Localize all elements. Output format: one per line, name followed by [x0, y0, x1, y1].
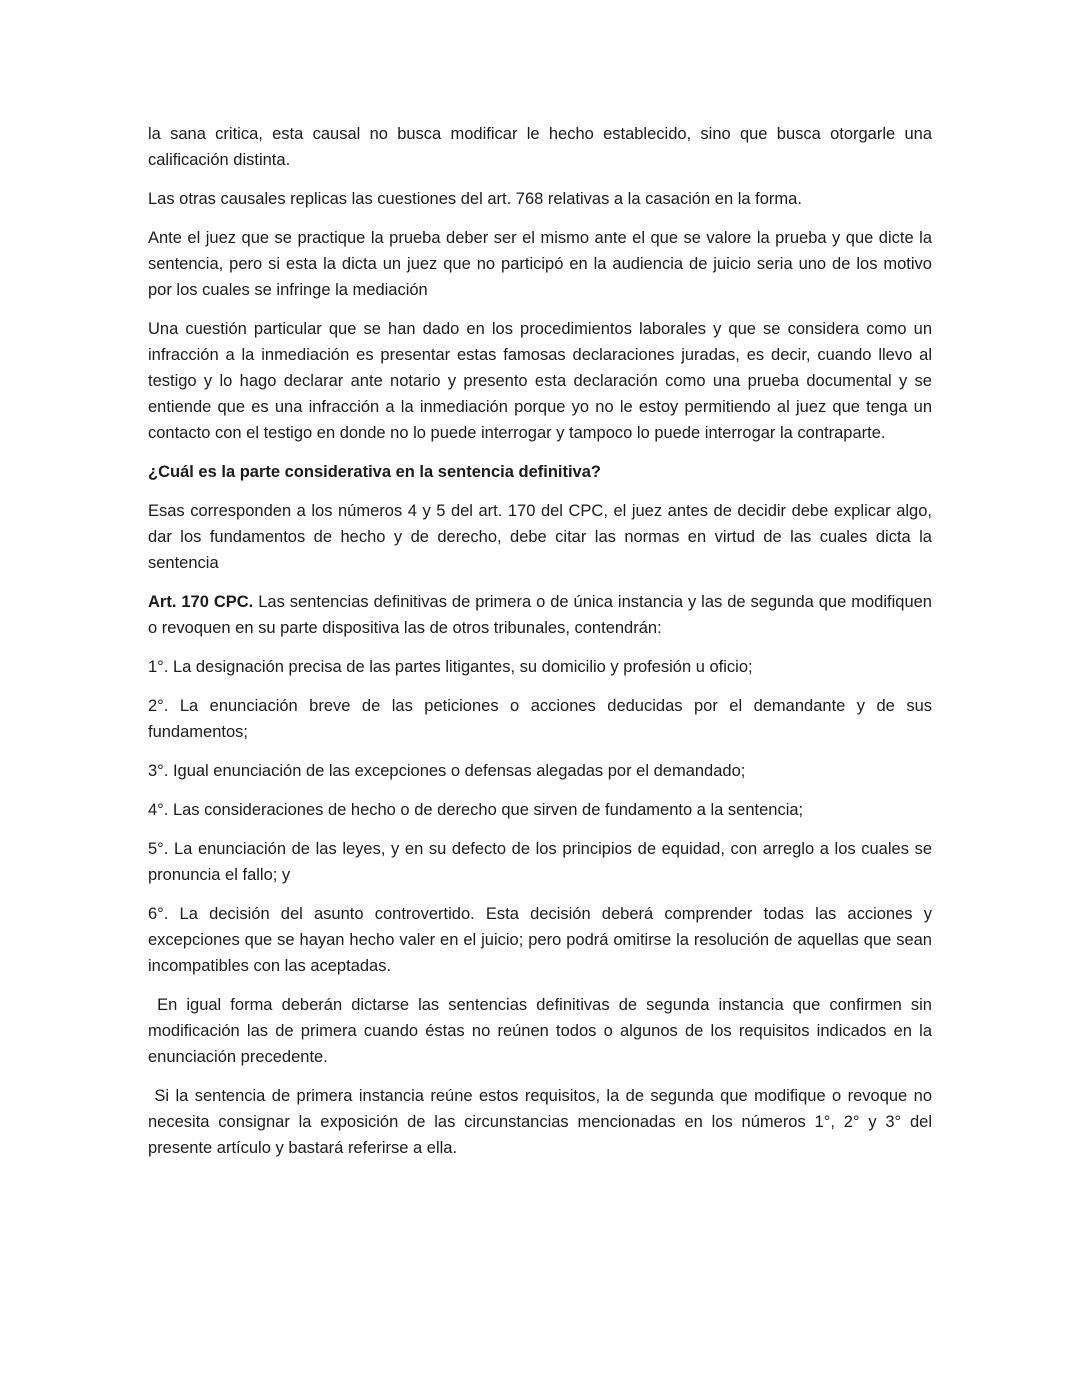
- paragraph: Art. 170 CPC. Las sentencias definitivas de primera o de única instancia y las de segunda que modifiquen o revoquen en su parte dispositiva las de otros tribunales, contendrán:: [148, 593, 932, 637]
- paragraph: Una cuestión particular que se han dado en los procedimientos laborales y que se considera como un infracción a la inmediación es presentar estas famosas declaraciones juradas, es decir, cuando llevo al testigo y lo hago declarar ante notario y presento esta declaración como una prueba documental y se entiende que es una infracción a la inmediación porque yo no le estoy permitiendo al juez que tenga un contacto con el testigo en donde no lo puede interrogar y tampoco lo puede interrogar la contraparte.: [148, 320, 932, 442]
- bold-lead-label: Art. 170 CPC.: [148, 593, 254, 611]
- paragraph: 1°. La designación precisa de las partes litigantes, su domicilio y profesión u oficio;: [148, 658, 753, 676]
- paragraph: Si la sentencia de primera instancia reúne estos requisitos, la de segunda que modifique o revoque no necesita consignar la exposición de las circunstancias mencionadas en los números 1°, 2° y 3° del presente artículo y bastará referirse a ella.: [148, 1087, 932, 1157]
- paragraph: Esas corresponden a los números 4 y 5 del art. 170 del CPC, el juez antes de decidir debe explicar algo, dar los fundamentos de hecho y de derecho, debe citar las normas en virtud de las cuales dicta la sentencia: [148, 502, 932, 572]
- paragraph: En igual forma deberán dictarse las sentencias definitivas de segunda instancia que confirmen sin modificación las de primera cuando éstas no reúnen todos o algunos de los requisitos indicados en la enunciación precedente.: [148, 996, 932, 1066]
- paragraph: 5°. La enunciación de las leyes, y en su defecto de los principios de equidad, con arreglo a los cuales se pronuncia el fallo; y: [148, 840, 932, 884]
- paragraph: 6°. La decisión del asunto controvertido. Esta decisión deberá comprender todas las acciones y excepciones que se hayan hecho valer en el juicio; pero podrá omitirse la resolución de aquellas que sean incompatibles con las aceptadas.: [148, 905, 932, 975]
- paragraph: 4°. Las consideraciones de hecho o de derecho que sirven de fundamento a la sentencia;: [148, 801, 804, 819]
- paragraph: la sana critica, esta causal no busca modificar le hecho establecido, sino que busca otorgarle una calificación distinta.: [148, 125, 932, 169]
- paragraph: Ante el juez que se practique la prueba deber ser el mismo ante el que se valore la prueba y que dicte la sentencia, pero si esta la dicta un juez que no participó en la audiencia de juicio seria uno de los motivo por los cuales se infringe la mediación: [148, 229, 932, 299]
- paragraph: 3°. Igual enunciación de las excepciones o defensas alegadas por el demandado;: [148, 762, 746, 780]
- section-heading: ¿Cuál es la parte considerativa en la sentencia definitiva?: [148, 463, 601, 481]
- document-body: [148, 121, 932, 1161]
- paragraph: Las otras causales replicas las cuestiones del art. 768 relativas a la casación en la forma.: [148, 190, 802, 208]
- paragraph: 2°. La enunciación breve de las peticiones o acciones deducidas por el demandante y de sus fundamentos;: [148, 697, 932, 741]
